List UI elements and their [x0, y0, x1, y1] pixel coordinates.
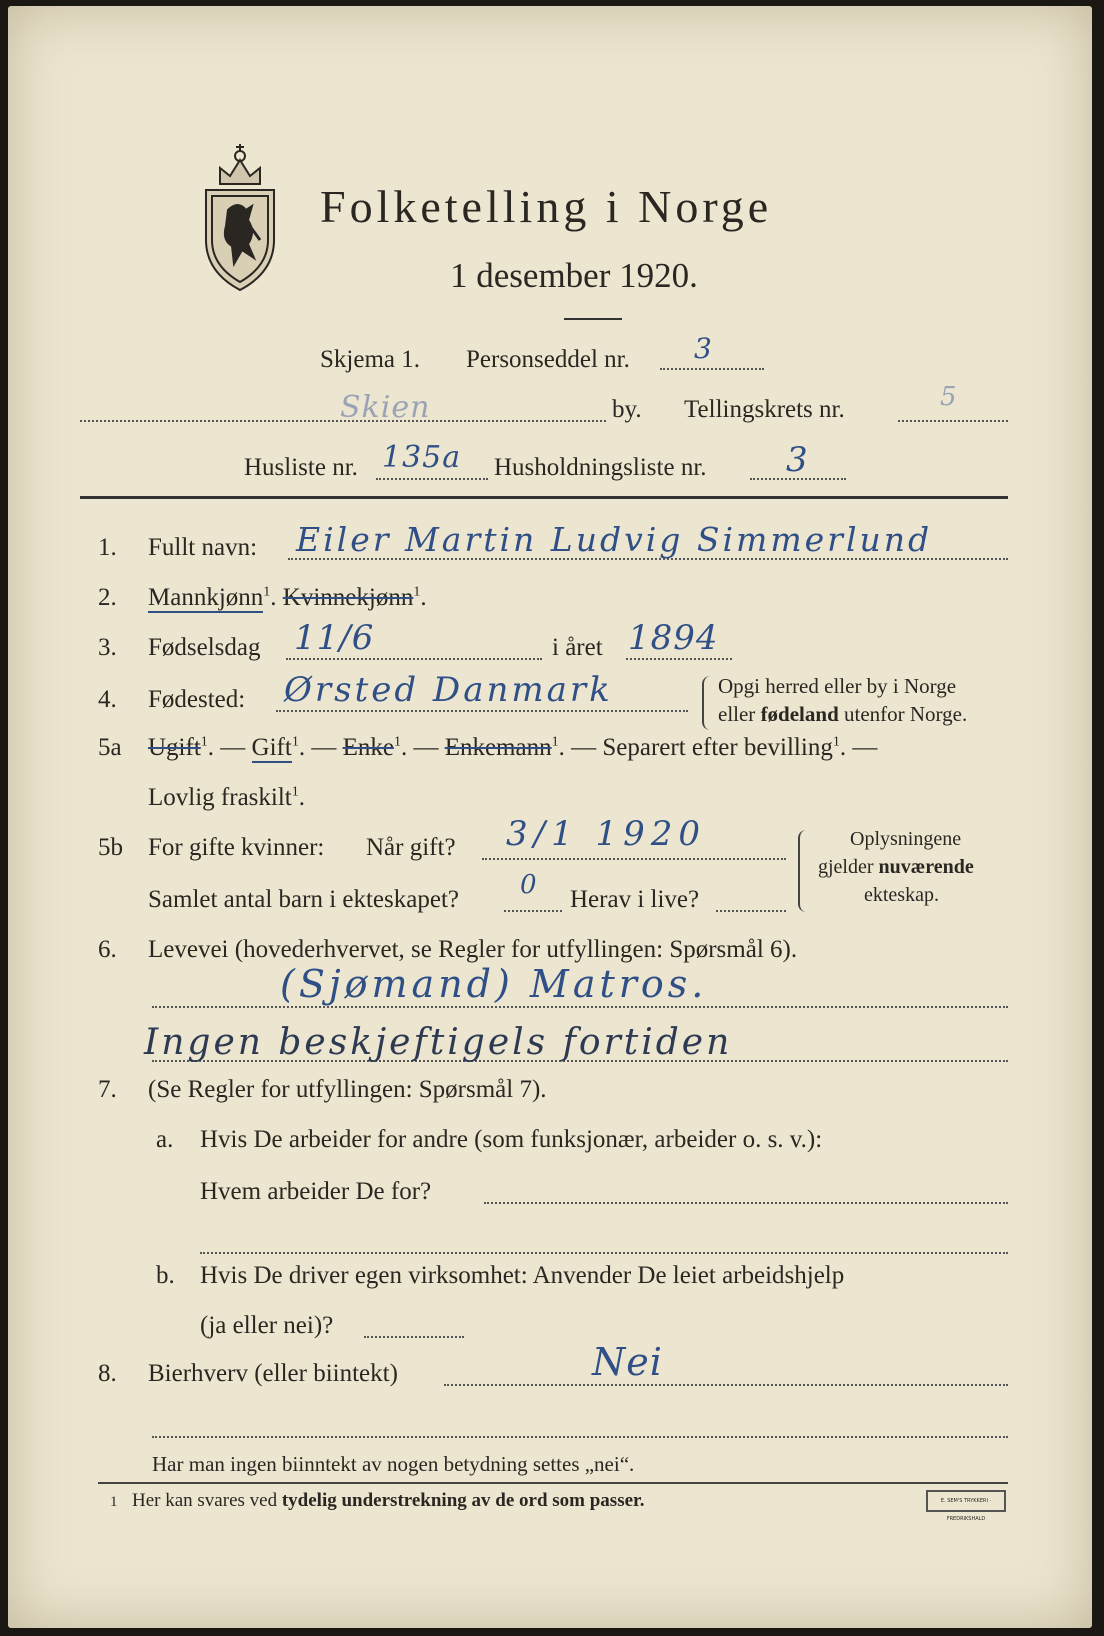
q1-number: 1.	[98, 534, 117, 561]
q5b-barn-label: Samlet antal barn i ekteskapet?	[148, 886, 459, 913]
q5a-number: 5a	[98, 734, 122, 761]
by-label: by.	[612, 396, 642, 423]
q1-fullname-value: Eiler Martin Ludvig Simmerlund	[296, 520, 933, 559]
q5a-fraskilt: Lovlig fraskilt$^1$.	[148, 784, 305, 811]
q6-number: 6.	[98, 936, 117, 963]
q5b-note1: Oplysningene	[850, 828, 962, 850]
q7a-question: Hvem arbeider De for?	[200, 1178, 432, 1205]
q8-label: Bierhverv (eller biintekt)	[148, 1360, 398, 1387]
q4-label: Fødested:	[148, 686, 246, 713]
skjema-label: Skjema 1.	[320, 346, 420, 373]
personseddel-label: Personseddel nr.	[466, 346, 630, 373]
husliste-label: Husliste nr.	[244, 454, 358, 481]
q5a-separert: Separert efter bevilling	[602, 734, 833, 761]
q8-value: Nei	[592, 1340, 663, 1384]
q2-male-sup: 1	[263, 584, 271, 600]
q2-options: Mannkjønn$^1$. Kvinnekjønn$^1$.	[148, 584, 427, 611]
q3-number: 3.	[98, 634, 117, 661]
q5a-enke: Enke	[342, 734, 394, 761]
q5a-options: Ugift$^1$. — Gift$^1$. — Enke$^1$. — Enkemann$^1$. — Separert efter bevilling$^1$. —	[148, 734, 878, 761]
q7b-text: Hvis De driver egen virksomhet: Anvender De leiet arbeidshjelp	[200, 1262, 845, 1289]
q4-brace	[702, 676, 710, 730]
q7a-line1	[484, 1202, 1008, 1204]
footnote-text: Her kan svares ved tydelig understrekning av de ord som passer.	[132, 1490, 645, 1511]
tellingskrets-label: Tellingskrets nr.	[684, 396, 845, 423]
q3-year-label: i året	[552, 634, 603, 661]
q3-day-line	[286, 658, 542, 660]
q6-occupation-line2: Ingen beskjeftigels fortiden	[144, 1022, 733, 1063]
q8-note: Har man ingen biinntekt av nogen betydning settes „nei“.	[152, 1452, 635, 1476]
q7a-letter: a.	[156, 1126, 174, 1153]
header-rule	[80, 496, 1008, 499]
q2-number: 2.	[98, 584, 117, 611]
q5b-note3: ekteskap.	[864, 884, 939, 906]
husholdning-value: 3	[786, 440, 809, 480]
q5b-number: 5b	[98, 834, 123, 861]
q5b-live-line	[716, 910, 786, 912]
q2-female-sup: 1	[413, 584, 421, 600]
q7b-line	[364, 1336, 464, 1338]
q5b-when-line	[482, 858, 786, 860]
q5b-brace	[798, 830, 806, 912]
census-form	[8, 6, 1092, 1628]
husliste-line	[376, 478, 488, 480]
norway-coat-of-arms-icon	[198, 140, 282, 292]
q4-note-line1: Opgi herred eller by i Norge	[718, 674, 957, 698]
q5a-enkemann: Enkemann	[444, 734, 552, 761]
q5b-note2: gjelder nuværende	[818, 856, 974, 878]
q5b-barn-line	[504, 910, 562, 912]
q2-male-option: Mannkjønn	[148, 584, 264, 611]
q5b-when-label: Når gift?	[366, 834, 456, 861]
q7-label: (Se Regler for utfyllingen: Spørsmål 7).	[148, 1076, 547, 1103]
personseddel-value: 3	[694, 332, 713, 365]
q7b-letter: b.	[156, 1262, 175, 1289]
q7b-question: (ja eller nei)?	[200, 1312, 334, 1339]
q6-label: Levevei (hovederhvervet, se Regler for utfyllingen: Spørsmål 6).	[148, 936, 798, 963]
tellingskrets-value: 5	[940, 382, 958, 412]
personseddel-line	[660, 368, 764, 370]
form-title: Folketelling i Norge	[320, 181, 773, 232]
q7-number: 7.	[98, 1076, 117, 1103]
title-divider	[564, 318, 622, 320]
q6-occupation-line1: (Sjømand) Matros.	[280, 962, 708, 1006]
q3-label: Fødselsdag	[148, 634, 261, 661]
q3-day-value: 11/6	[294, 618, 375, 658]
husliste-value: 135a	[382, 440, 462, 475]
q8-line	[444, 1384, 1008, 1386]
q5b-when-value: 3/1 1920	[506, 814, 707, 854]
footnote-rule	[98, 1482, 1008, 1484]
form-date: 1 desember 1920.	[450, 256, 698, 295]
q4-line	[276, 710, 688, 712]
q3-year-value: 1894	[628, 618, 719, 658]
q4-birthplace-value: Ørsted Danmark	[284, 670, 613, 710]
q4-note-line2: eller fødeland utenfor Norge.	[718, 702, 968, 726]
q5b-label: For gifte kvinner:	[148, 834, 325, 861]
by-value: Skien	[340, 390, 431, 425]
q5b-live-label: Herav i live?	[570, 886, 700, 913]
footnote-number: 1	[110, 1494, 118, 1510]
husholdning-label: Husholdningsliste nr.	[494, 454, 707, 481]
q5a-ugift: Ugift	[148, 734, 201, 761]
q5b-barn-value: 0	[520, 870, 538, 900]
q2-female-option: Kvinnekjønn	[282, 584, 414, 611]
q8-number: 8.	[98, 1360, 117, 1387]
q7a-text: Hvis De arbeider for andre (som funksjonær, arbeider o. s. v.):	[200, 1126, 823, 1153]
q8-line2	[152, 1436, 1008, 1438]
q6-line1	[152, 1006, 1008, 1008]
printer-stamp: E. SEM'S TRYKKERI · FREDRIKSHALD	[926, 1490, 1006, 1512]
q3-year-line	[626, 658, 732, 660]
q5a-gift: Gift	[251, 734, 292, 761]
tellingskrets-line	[898, 420, 1008, 422]
q1-label: Fullt navn:	[148, 534, 258, 561]
q7a-line2	[200, 1252, 1008, 1254]
q4-number: 4.	[98, 686, 117, 713]
